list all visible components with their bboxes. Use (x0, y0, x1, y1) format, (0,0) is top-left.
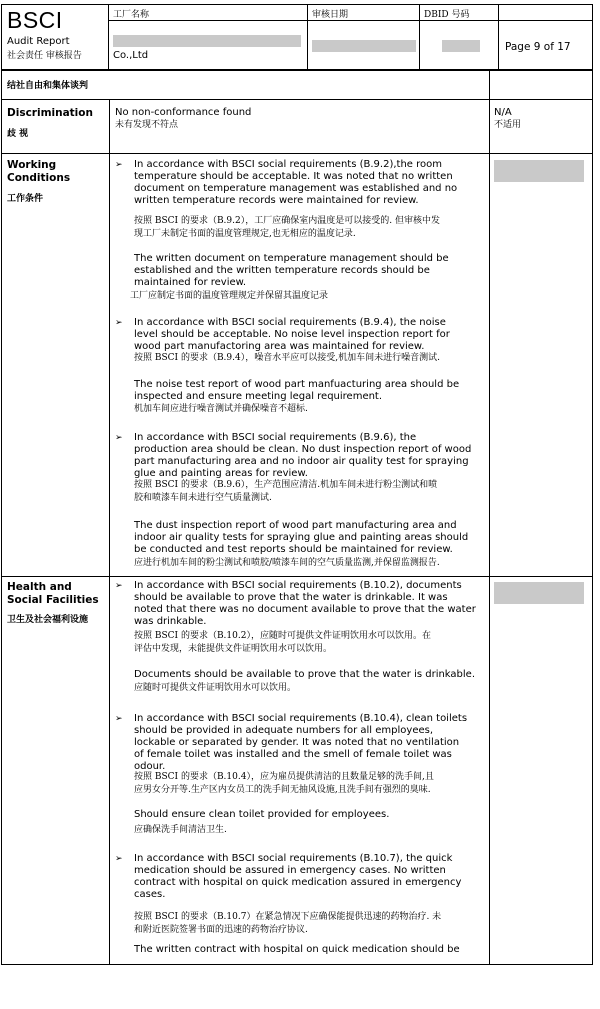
finding-line: odour. (134, 761, 166, 772)
redacted-audit-date (312, 40, 416, 52)
factory-name-cell (108, 20, 308, 70)
factory-name-label-cell (108, 4, 308, 21)
brand-logo-text: BSCI (7, 7, 63, 33)
corrective-action-line: Should ensure clean toilet provided for employees. (134, 809, 390, 820)
corrective-action-line: The noise test report of wood part manfuacturing area should be (134, 379, 460, 390)
bullet-arrow-icon: ➢ (115, 714, 123, 724)
finding-line: temperature should be acceptable. It was noted that no written (134, 171, 453, 182)
working-conditions-title-cell (1, 153, 110, 577)
audit-date-label: 审核日期 (312, 10, 349, 20)
header-empty-cell (498, 4, 593, 21)
corrective-action-line-cn: 工厂应制定书面的温度管理规定并保留其温度记录 (130, 291, 329, 301)
collective-bargaining-rating-cell (489, 70, 593, 100)
corrective-action-line-cn: 机加车间应进行噪音测试并确保噪音不超标. (134, 404, 308, 414)
finding-line: noted that there was no document available to prove that the water (134, 604, 476, 615)
finding-line-cn: 按照 BSCI 的要求（B.9.6），生产范围应清洁.机加车间未进行粉尘测试和喷 (134, 480, 438, 490)
finding-line: level should be acceptable. No noise level inspection report for (134, 329, 450, 340)
discrimination-rating-cell (489, 99, 593, 154)
finding-line: In accordance with BSCI social requirements (B.9.4), the noise (134, 317, 446, 328)
dbid-label-cell (419, 4, 499, 21)
corrective-action-line: indoor air quality tests for spraying glue and painting areas should (134, 532, 469, 543)
finding-line-cn: 评估中发现，未能提供文件证明饮用水可以饮用。 (134, 644, 333, 654)
redacted-factory-name (113, 35, 301, 47)
health-rating-cell (489, 576, 593, 965)
report-header (1, 4, 593, 70)
page-number-cell (498, 20, 593, 70)
report-title-cn: 社会责任 审核报告 (7, 51, 82, 61)
health-title-line2: Social Facilities (7, 594, 99, 606)
health-findings-cell (109, 576, 490, 965)
bullet-arrow-icon: ➢ (115, 854, 123, 864)
dbid-cell (419, 20, 499, 70)
bullet-arrow-icon: ➢ (115, 581, 123, 591)
finding-line: In accordance with BSCI social requirements (B.9.2),the room (134, 159, 442, 170)
finding-line: In accordance with BSCI social requirements (B.9.6), the (134, 432, 417, 443)
audit-date-cell (307, 20, 420, 70)
factory-name-label: 工厂名称 (113, 10, 150, 20)
finding-line: lockable or separated by gender. It was noted that no ventilation (134, 737, 460, 748)
discrimination-finding-cn: 未有发现不符点 (115, 120, 179, 130)
corrective-action-line-cn: 应随时可提供文件证明饮用水可以饮用。 (134, 683, 297, 693)
finding-line: should be available to prove that the water is drinkable. It was (134, 592, 448, 603)
bullet-arrow-icon: ➢ (115, 433, 123, 443)
collective-bargaining-row (1, 70, 490, 100)
working-conditions-findings-cell (109, 153, 490, 577)
discrimination-title-cn: 歧 视 (7, 129, 29, 139)
discrimination-finding-cell (109, 99, 490, 154)
finding-line: part manufacturing area and no indoor air quality test for spraying (134, 456, 469, 467)
collective-bargaining-title-cn: 结社自由和集体谈判 (7, 81, 89, 91)
page-number: Page 9 of 17 (505, 41, 571, 53)
finding-line-cn: 胶和喷漆车间未进行空气质量测试. (134, 493, 272, 503)
redacted-health-rating (494, 582, 584, 604)
health-title-cell (1, 576, 110, 965)
finding-line: wood part manufactoring area was maintained for review. (134, 341, 425, 352)
health-title-line1: Health and (7, 581, 72, 593)
finding-line: In accordance with BSCI social requirements (B.10.4), clean toilets (134, 713, 468, 724)
working-conditions-title-line2: Conditions (7, 172, 71, 184)
brand-cell (1, 4, 109, 70)
finding-line: medication should be assured in emergency cases. No written (134, 865, 446, 876)
redacted-dbid (442, 40, 480, 52)
health-title-cn: 卫生及社会福利设施 (7, 615, 89, 625)
bullet-arrow-icon: ➢ (115, 318, 123, 328)
finding-line-cn: 现工厂未制定书面的温度管理规定,也无相应的温度记录. (134, 229, 356, 239)
finding-line: In accordance with BSCI social requirements (B.10.2), documents (134, 580, 462, 591)
finding-line-cn: 和附近医院签署书面的迅速的药物治疗协议. (134, 925, 308, 935)
finding-line: of female toilet was installed and the smell of female toilet was (134, 749, 452, 760)
corrective-action-line: inspected and ensure meeting legal requirement. (134, 391, 383, 402)
discrimination-title: Discrimination (7, 107, 93, 119)
discrimination-rating: N/A (494, 107, 512, 118)
finding-line: In accordance with BSCI social requirements (B.10.7), the quick (134, 853, 453, 864)
corrective-action-line-cn: 应确保洗手间清洁卫生. (134, 825, 227, 835)
finding-line-cn: 按照 BSCI 的要求（B.10.4），应为雇员提供清洁的且数量足够的洗手间,且 (134, 772, 434, 782)
corrective-action-line-cn: 应进行机加车间的粉尘测试和喷胶/喷漆车间的空气质量监测,并保留监测报告. (134, 558, 440, 568)
finding-line-cn: 按照 BSCI 的要求（B.9.4），噪音水平应可以接受,机加车间未进行噪音测试. (134, 353, 440, 363)
finding-line-cn: 应男女分开等.生产区内女员工的洗手间无抽风设施,且洗手间有强烈的臭味. (134, 785, 431, 795)
finding-line: cases. (134, 889, 166, 900)
finding-line: was drinkable. (134, 616, 207, 627)
discrimination-title-cell (1, 99, 110, 154)
finding-line: document on temperature management was established and no (134, 183, 458, 194)
discrimination-finding: No non-conformance found (115, 107, 252, 118)
corrective-action-line: established and the written temperature records should be (134, 265, 430, 276)
finding-line: contract with hospital on quick medication assured in emergency (134, 877, 462, 888)
working-conditions-title-cn: 工作条件 (7, 194, 44, 204)
finding-line: glue and painting areas for review. (134, 468, 308, 479)
corrective-action-line: be conducted and test reports should be maintained for review. (134, 544, 453, 555)
factory-name-suffix: Co.,Ltd (113, 50, 149, 61)
corrective-action-line: The written contract with hospital on quick medication should be (134, 944, 460, 955)
finding-line-cn: 按照 BSCI 的要求（B.10.7）在紧急情况下应确保能提供迅速的药物治疗. 未 (134, 912, 442, 922)
dbid-label: DBID 号码 (424, 10, 470, 20)
finding-line: production area should be clean. No dust inspection report of wood (134, 444, 472, 455)
finding-line: should be provided in adequate numbers for all employees, (134, 725, 434, 736)
corrective-action-line: maintained for review. (134, 277, 247, 288)
report-title: Audit Report (7, 36, 70, 47)
finding-line-cn: 按照 BSCI 的要求（B.9.2），工厂应确保室内温度是可以接受的. 但审核中发 (134, 216, 440, 226)
bullet-arrow-icon: ➢ (115, 160, 123, 170)
working-conditions-title-line1: Working (7, 159, 57, 171)
discrimination-rating-cn: 不适用 (494, 120, 522, 130)
audit-date-label-cell (307, 4, 420, 21)
working-conditions-rating-cell (489, 153, 593, 577)
corrective-action-line: Documents should be available to prove that the water is drinkable. (134, 669, 476, 680)
finding-line: written temperature records were maintained for review. (134, 195, 419, 206)
finding-line-cn: 按照 BSCI 的要求（B.10.2），应随时可提供文件证明饮用水可以饮用。在 (134, 631, 431, 641)
corrective-action-line: The written document on temperature management should be (134, 253, 449, 264)
corrective-action-line: The dust inspection report of wood part manufacturing area and (134, 520, 457, 531)
redacted-working-conditions-rating (494, 160, 584, 182)
